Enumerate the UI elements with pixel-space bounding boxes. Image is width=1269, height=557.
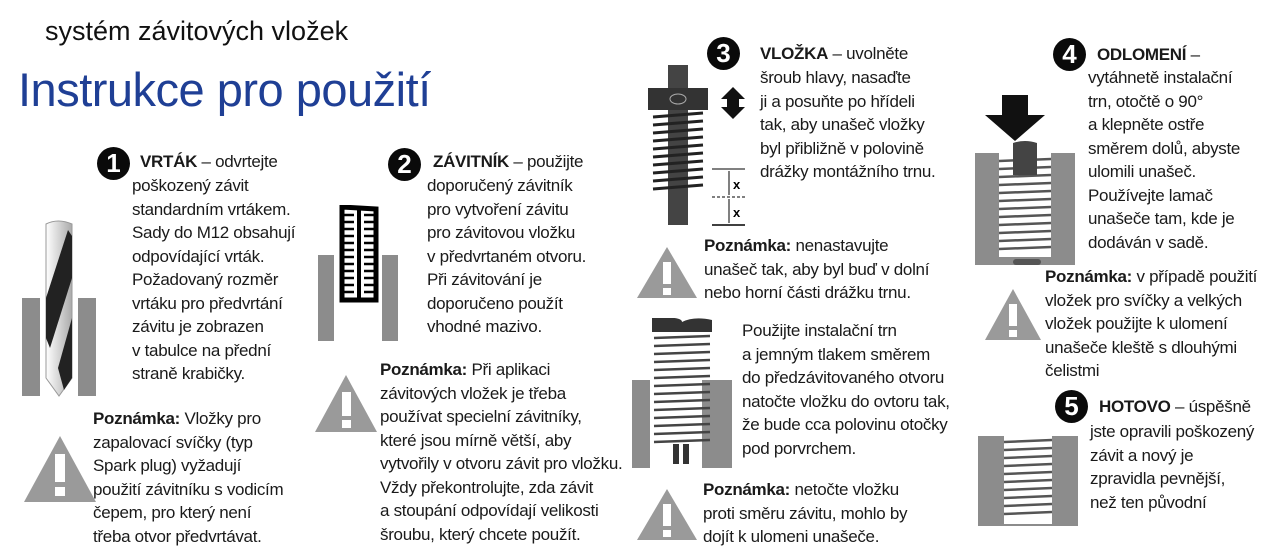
warning-icon [635,486,699,542]
step-5-heading [1099,397,1251,417]
text-line: standardním vrtákem. [132,199,291,219]
text-line: odpovídající vrták. [132,246,265,266]
text-line: a jemným tlakem směrem [742,344,930,364]
dash: – [1186,45,1200,64]
note-label: Poznámka: [93,409,181,428]
text-line: tak, aby unašeč vložky [760,115,925,134]
note-label: Poznámka: [704,236,792,255]
text-line: Při aplikaci [467,360,551,379]
step-2-heading [433,152,583,172]
note-label: Poznámka: [1045,267,1133,286]
warning-icon [22,432,98,504]
subtitle: systém závitových vložek [45,16,349,46]
note-4 [703,478,907,549]
insert-tool-illustration [645,65,760,227]
text-line: čepem, pro který není [93,503,252,522]
step-1-body [132,174,295,386]
warning-icon [313,372,379,434]
break-tang-illustration [975,95,1075,267]
text-line: Vložky pro [180,409,261,428]
text-line: vrtáku pro předvrtání [132,293,283,313]
note-2 [380,358,622,546]
step-number-5: 5 [1055,390,1088,423]
text-line: v předvrtaném otvoru. [427,246,587,266]
text-line: vytáhnetě instalační [1088,68,1233,87]
warning-icon [983,286,1043,342]
text-line: zapalovací svíčky (typ [93,432,253,452]
text-line: Používejte lamač [1088,185,1213,205]
text-line: nenastavujte [791,236,889,255]
text-line: doporučený závitník [427,176,573,195]
step-1-lead: odvrtejte [215,152,278,171]
note-label: Poznámka: [703,480,791,499]
step-3-extra [742,319,950,460]
text-line: a stoupání odpovídají velikosti [380,501,599,520]
step-1-name: VRTÁK [140,152,198,171]
step-2-body [427,174,586,339]
text-line: Požadovaný rozměr [132,270,279,289]
text-line: pro vytvoření závitu [427,199,569,219]
note-label: Poznámka: [380,360,468,379]
text-line: ulomili unašeč. [1088,162,1196,181]
step-number-2: 2 [388,148,421,181]
note-1 [93,407,283,548]
text-line: pro závitovou vložku [427,223,576,242]
text-line: straně krabičky. [132,364,245,383]
text-line: byl přibližně v polovině [760,138,924,158]
text-line: používat specielní závitníky, [380,407,582,426]
text-line: vložek použijte k ulomení [1045,314,1228,333]
text-line: závitových vložek je třeba [380,383,566,403]
text-line: nebo horní části drážku trnu. [704,283,911,302]
text-line: že bude cca polovinu otočky [742,415,948,434]
step-number-4: 4 [1053,38,1086,71]
text-line: zpravidla pevnější, [1090,469,1226,488]
dash: – [508,152,527,171]
text-line: drážky montážního trnu. [760,162,936,181]
step-3-name: VLOŽKA [760,44,829,63]
text-line: natočte vložku do ovtoru tak, [742,391,950,411]
text-line: pod porvrchem. [742,438,856,458]
dimension-label: x [733,177,741,192]
step-4-body [1088,66,1240,254]
text-line: Sady do M12 obsahují [132,223,296,242]
note-3 [704,234,929,305]
text-line: unašeč tak, aby byl buď v dolní [704,259,930,279]
text-line: které jsou mírně větší, aby [380,430,572,450]
step-3-lead: uvolněte [846,44,908,63]
text-line: trn, otočtě o 90° [1088,91,1204,111]
text-line: a klepněte ostře [1088,115,1205,134]
text-line: šroub hlavy, nasaďte [760,68,911,87]
step-5-body [1090,420,1254,514]
dimension-label: x [733,205,741,220]
text-line: dojít k ulomeni unašeče. [703,527,880,546]
text-line: unašeče kleště s dlouhými [1045,337,1237,357]
dash: – [197,152,216,171]
step-4-name: ODLOMENÍ [1097,45,1187,64]
text-line: v případě použití [1132,267,1258,286]
step-3-body [760,66,935,184]
text-line: čelistmi [1045,361,1100,380]
text-line: v tabulce na přední [132,340,271,360]
text-line: použití závitníku s vodicím [93,479,284,499]
step-5-lead: úspěšně [1188,397,1251,416]
text-line: třeba otvor předvrtávat. [93,526,262,546]
text-line: směrem dolů, abyste [1088,138,1241,158]
text-line: šroubu, který chcete použít. [380,524,581,544]
text-line: Spark plug) vyžadují [93,456,242,475]
text-line: ji a posuňte po hřídeli [760,91,915,111]
text-line: proti směru závitu, mohlo by [703,503,908,523]
text-line: než ten původní [1090,492,1207,512]
step-2-lead: použijte [527,152,584,171]
text-line: vložek pro svíčky a velkých [1045,290,1242,310]
install-insert-illustration [632,318,732,468]
step-3-heading [760,44,908,64]
text-line: jste opravili poškozený [1090,422,1255,441]
text-line: závit a nový je [1090,445,1194,465]
drill-illustration [18,218,100,398]
text-line: unašeče tam, kde je [1088,209,1235,228]
finished-thread-illustration [978,436,1078,528]
page-title: Instrukce pro použití [18,63,431,116]
text-line: doporučeno použít [427,293,563,313]
dash: – [1170,397,1189,416]
step-2-name: ZÁVITNÍK [433,152,509,171]
note-5 [1045,265,1257,383]
text-line: Vždy překontrolujte, zda závit [380,477,594,497]
step-1-heading [140,152,278,172]
tap-illustration [318,205,398,341]
step-number-1: 1 [97,147,130,180]
warning-icon [635,244,699,300]
step-number-3: 3 [707,37,740,70]
text-line: Použijte instalační trn [742,321,897,340]
step-4-heading [1097,45,1200,65]
step-5-name: HOTOVO [1099,397,1171,416]
text-line: závitu je zobrazen [132,317,264,336]
text-line: dodáván v sadě. [1088,232,1209,252]
text-line: do předzávitovaného otvoru [742,368,945,387]
text-line: vytvořily v otvoru závit pro vložku. [380,454,623,473]
text-line: Při závitování je [427,270,542,289]
dash: – [828,44,847,63]
text-line: netočte vložku [790,480,899,499]
text-line: vhodné mazivo. [427,317,542,336]
text-line: poškozený závit [132,176,249,195]
